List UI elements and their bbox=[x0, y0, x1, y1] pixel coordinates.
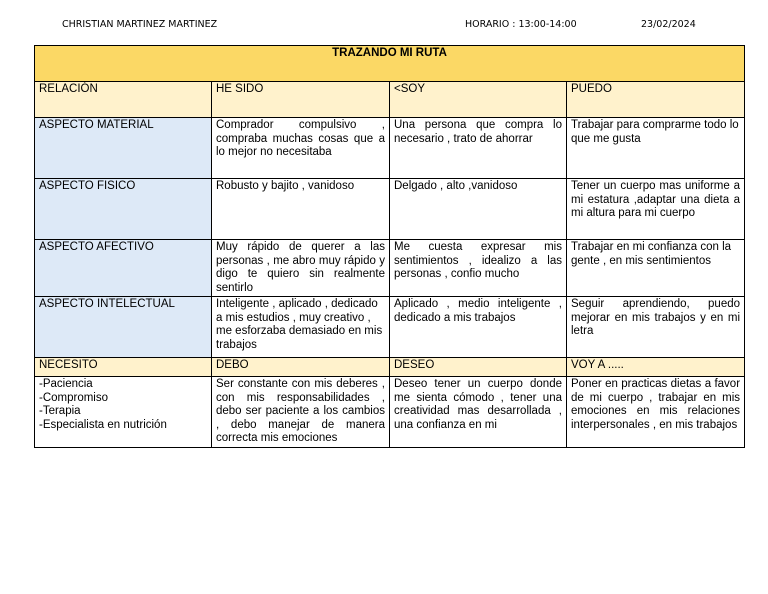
table-row bbox=[35, 179, 745, 240]
section-header-row bbox=[35, 358, 745, 377]
cell-puedo: Trabajar en mi confianza con la gente , en mis sentimientos bbox=[567, 240, 745, 297]
column-header-row bbox=[35, 82, 745, 118]
table-row bbox=[35, 297, 745, 358]
cell-deseo: Deseo tener un cuerpo donde me sienta cómodo , tener una creatividad mas desarrollada , una confianza en mi bbox=[390, 377, 567, 448]
cell-he-sido: Inteligente , aplicado , dedicado a mis estudios , muy creativo , me esforzaba demasiado en mis trabajos bbox=[212, 297, 390, 358]
cell-soy: Una persona que compra lo necesario , trato de ahorrar bbox=[390, 118, 567, 179]
cell-he-sido: Comprador compulsivo , compraba muchas cosas que a lo mejor no necesitaba bbox=[212, 118, 390, 179]
cell-puedo: Trabajar para comprarme todo lo que me gusta bbox=[567, 118, 745, 179]
list-item: -Especialista en nutrición bbox=[39, 418, 167, 431]
column-header: VOY A ..... bbox=[567, 358, 745, 377]
table-row bbox=[35, 118, 745, 179]
table-title: TRAZANDO MI RUTA bbox=[35, 46, 745, 82]
aspect-label: ASPECTO AFECTIVO bbox=[35, 240, 212, 297]
cell-voy-a: Poner en practicas dietas a favor de mi cuerpo , trabajar en mis emociones en mis relaciones interpersonales , en mis trabajos bbox=[567, 377, 745, 448]
needs-list bbox=[35, 377, 212, 448]
column-header: HE SIDO bbox=[212, 82, 390, 118]
schedule: HORARIO : 13:00-14:00 bbox=[465, 19, 577, 30]
route-table bbox=[34, 45, 745, 448]
list-item: -Paciencia bbox=[39, 378, 93, 390]
column-header: RELACIÓN bbox=[35, 82, 212, 118]
cell-puedo: Tener un cuerpo mas uniforme a mi estatura ,adaptar una dieta a mi altura para mi cuerpo bbox=[567, 179, 745, 240]
student-name: CHRISTIAN MARTINEZ MARTINEZ bbox=[62, 19, 218, 30]
column-header: DESEO bbox=[390, 358, 567, 377]
date: 23/02/2024 bbox=[641, 19, 696, 30]
cell-he-sido: Robusto y bajito , vanidoso bbox=[212, 179, 390, 240]
aspect-label: ASPECTO MATERIAL bbox=[35, 118, 212, 179]
column-header: PUEDO bbox=[567, 82, 745, 118]
table-row bbox=[35, 377, 745, 448]
column-header: DEBO bbox=[212, 358, 390, 377]
cell-debo: Ser constante con mis deberes , con mis responsabilidades , debo ser paciente a los cambios , debo manejar de manera correcta mis emociones bbox=[212, 377, 390, 448]
cell-soy: Aplicado , medio inteligente , dedicado a mis trabajos bbox=[390, 297, 567, 358]
cell-soy: Me cuesta expresar mis sentimientos , idealizo a las personas , confio mucho bbox=[390, 240, 567, 297]
cell-he-sido: Muy rápido de querer a las personas , me abro muy rápido y digo te quiero sin realmente sentirlo bbox=[212, 240, 390, 297]
list-item: -Terapia bbox=[39, 405, 81, 417]
column-header: <SOY bbox=[390, 82, 567, 118]
cell-puedo: Seguir aprendiendo, puedo mejorar en mis trabajos y en mi letra bbox=[567, 297, 745, 358]
list-item: -Compromiso bbox=[39, 391, 109, 404]
table-row bbox=[35, 240, 745, 297]
aspect-label: ASPECTO INTELECTUAL bbox=[35, 297, 212, 358]
column-header: NECESITO bbox=[35, 358, 212, 377]
cell-soy: Delgado , alto ,vanidoso bbox=[390, 179, 567, 240]
title-row bbox=[35, 46, 745, 82]
aspect-label: ASPECTO FISICO bbox=[35, 179, 212, 240]
